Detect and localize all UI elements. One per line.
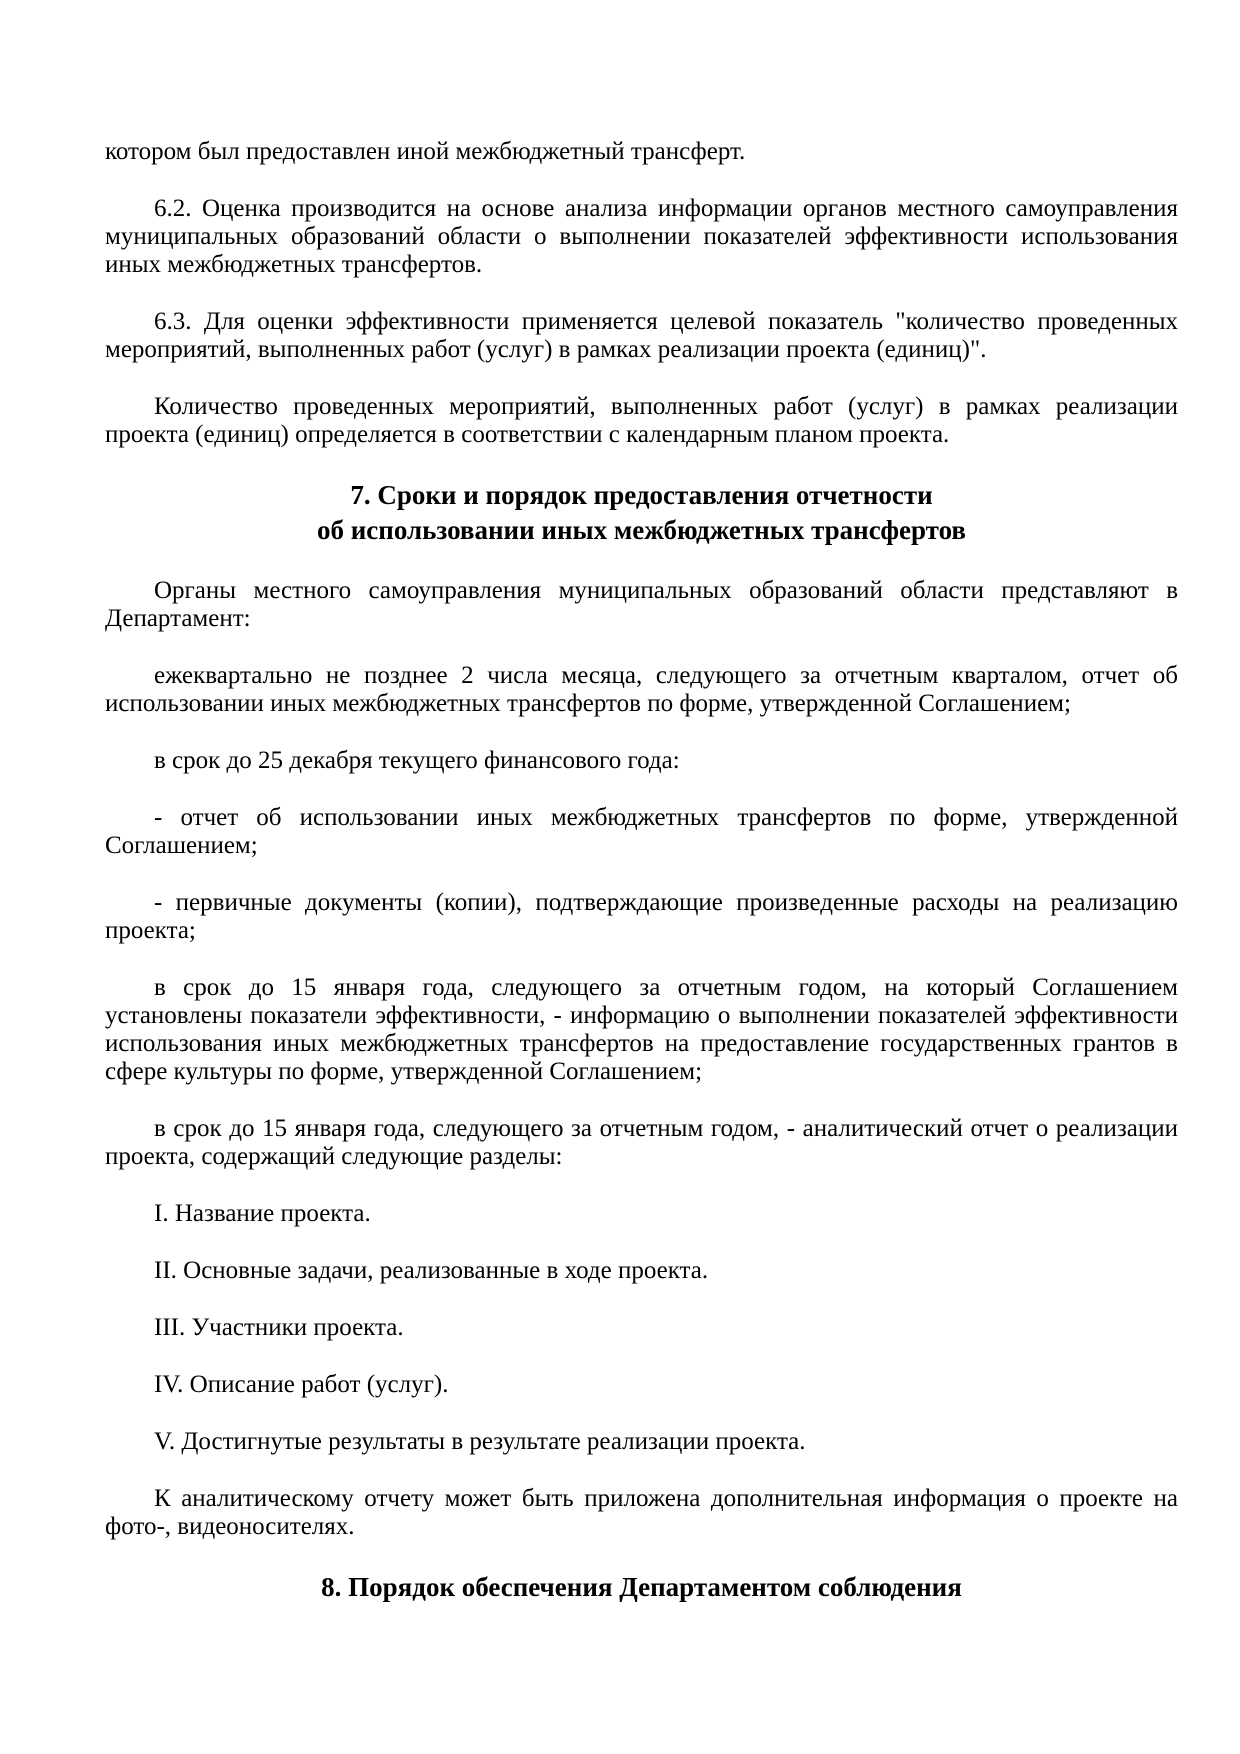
paragraph-quarterly-report: ежеквартально не позднее 2 числа месяца, следующего за отчетным кварталом, отчет об использовании иных межбюджетных трансфертов по форме, утвержденной Соглашением; <box>105 662 1178 717</box>
list-item-main-tasks: II. Основные задачи, реализованные в ходе проекта. <box>154 1257 709 1284</box>
section-7-heading-line-1: 7. Сроки и порядок предоставления отчетности <box>350 480 933 510</box>
list-item-work-description: IV. Описание работ (услуг). <box>154 1371 449 1398</box>
paragraph-dash-primary-documents: - первичные документы (копии), подтверждающие произведенные расходы на реализацию проекта; <box>105 889 1178 944</box>
paragraph-continuation: котором был предоставлен иной межбюджетный трансферт. <box>105 138 746 165</box>
section-7-heading <box>105 478 1178 548</box>
list-item-participants: III. Участники проекта. <box>154 1314 404 1341</box>
paragraph-6-3: 6.3. Для оценки эффективности применяется целевой показатель "количество проведенных мероприятий, выполненных работ (услуг) в рамках реализации проекта (единиц)". <box>105 308 1178 363</box>
paragraph-attachments: К аналитическому отчету может быть приложена дополнительная информация о проекте на фото-, видеоносителях. <box>105 1485 1178 1540</box>
paragraph-6-2: 6.2. Оценка производится на основе анализа информации органов местного самоуправления муниципальных образований области о выполнении показателей эффективности использования иных межбюджетных трансфертов. <box>105 195 1178 278</box>
section-8-heading: 8. Порядок обеспечения Департаментом соблюдения <box>321 1572 962 1602</box>
list-item-achieved-results: V. Достигнутые результаты в результате реализации проекта. <box>154 1428 806 1455</box>
paragraph-dash-usage-report: - отчет об использовании иных межбюджетных трансфертов по форме, утвержденной Соглашением; <box>105 804 1178 859</box>
section-7-heading-line-2: об использовании иных межбюджетных трансфертов <box>316 515 966 545</box>
paragraph-december-25-deadline: в срок до 25 декабря текущего финансового года: <box>154 747 680 774</box>
paragraph-organs-submit: Органы местного самоуправления муниципальных образований области представляют в Департамент: <box>105 577 1178 632</box>
paragraph-quantity-definition: Количество проведенных мероприятий, выполненных работ (услуг) в рамках реализации проекта (единиц) определяется в соответствии с календарным планом проекта. <box>105 393 1178 448</box>
paragraph-january-15-analytical-report: в срок до 15 января года, следующего за отчетным годом, - аналитический отчет о реализации проекта, содержащий следующие разделы: <box>105 1115 1178 1170</box>
list-item-project-name: I. Название проекта. <box>154 1200 371 1227</box>
paragraph-january-15-effectiveness-info: в срок до 15 января года, следующего за отчетным годом, на который Соглашением установлены показатели эффективности, - информацию о выполнении показателей эффективности использования иных межбюджетных трансфертов на предоставление государственных грантов в сфере культуры по форме, утвержденной Соглашением; <box>105 974 1178 1085</box>
